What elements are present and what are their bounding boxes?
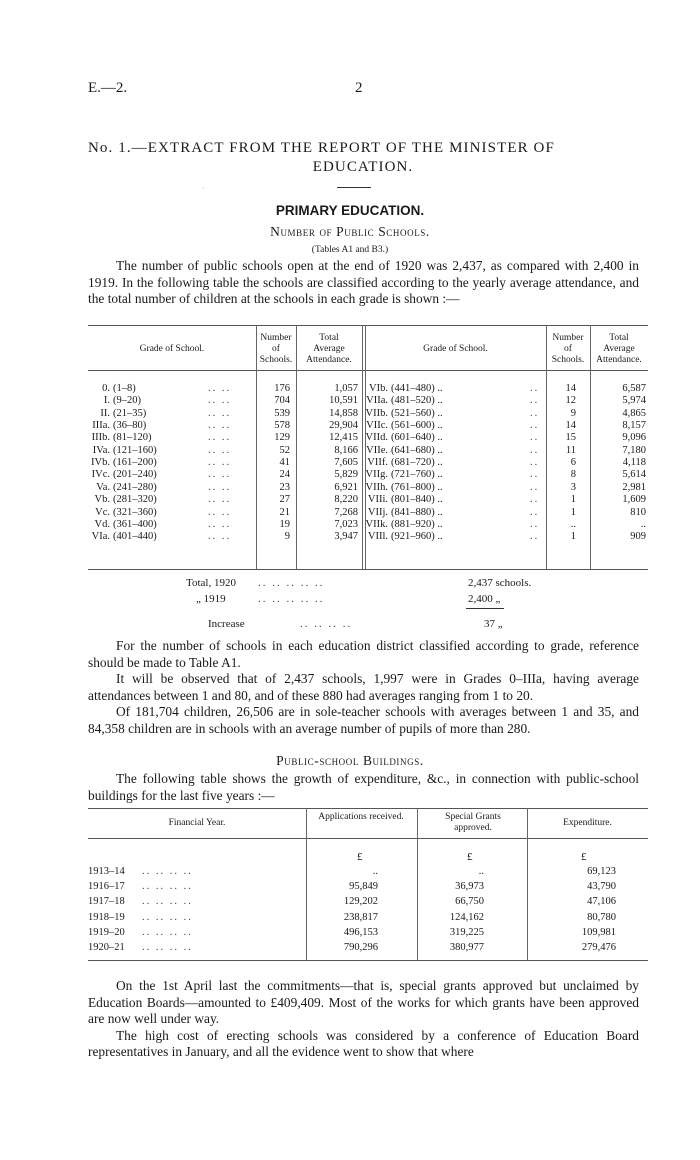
attendance: 2,981 [622, 481, 646, 493]
grants-value: 66,750 [455, 896, 484, 908]
table-row [88, 457, 648, 468]
table-row [88, 531, 648, 542]
grade-range: (36–80) [113, 420, 147, 432]
unit-applications: £ [357, 851, 363, 863]
fin-table-header-rule [88, 838, 648, 839]
num-schools: 24 [279, 469, 290, 481]
grade-range: (361–400) [113, 518, 157, 530]
num-schools: 9 [284, 531, 290, 543]
section-title: PRIMARY EDUCATION. [275, 203, 425, 218]
attendance: 3,947 [334, 531, 358, 543]
increase-value: 37 „ [484, 618, 503, 630]
grade-label: VIIh. [365, 481, 388, 493]
leader-dots: .. .. .. .. .. [258, 593, 325, 605]
leader-dots: .. .. [208, 494, 232, 506]
unit-grants: £ [467, 851, 473, 863]
grants-value: 36,973 [455, 881, 484, 893]
financial-year: 1916–17 [88, 881, 125, 893]
leader-dots: .. [530, 457, 540, 469]
fin-header-expenditure: Expenditure. [563, 818, 612, 828]
leader-dots: .. .. [208, 531, 232, 543]
financial-year: 1913–14 [88, 866, 125, 877]
grade-range: (921–960) .. [391, 531, 443, 543]
unit-expenditure: £ [581, 851, 587, 863]
grade-label: VIIa. [366, 395, 388, 407]
grade-range: (241–280) [113, 481, 157, 493]
header-num-right: Number of Schools. [551, 333, 585, 365]
applications-value: 238,817 [343, 911, 378, 923]
attendance: 7,180 [622, 444, 646, 456]
leader-dots: .. .. .. .. [300, 618, 353, 630]
grade-label: VIb. [369, 383, 388, 394]
grade-range: (441–480) .. [391, 383, 443, 394]
leader-dots: .. [530, 420, 540, 432]
header-total-right: Total Average Attendance. [596, 333, 642, 365]
num-schools: 1 [570, 494, 576, 506]
table-top-rule [88, 325, 648, 326]
grade-label: VIId. [365, 432, 388, 444]
num-schools: 14 [565, 420, 576, 432]
expenditure-value: 279,476 [581, 942, 616, 953]
table-row [88, 881, 648, 893]
grade-label: VIIb. [365, 407, 388, 419]
table-row [88, 395, 648, 406]
attendance: 7,268 [334, 506, 358, 518]
speck: · [202, 184, 205, 193]
fin-header-applications: Applications received. [318, 812, 404, 822]
grade-range: (841–880) .. [391, 506, 443, 518]
attendance: 4,865 [622, 407, 646, 419]
grade-range: (281–320) [113, 494, 157, 506]
attendance: 7,023 [334, 518, 358, 530]
grade-range: (721–760) .. [391, 469, 443, 481]
attendance: 4,118 [622, 457, 646, 469]
table-header-rule [88, 370, 648, 371]
num-schools: 11 [565, 444, 576, 456]
leader-dots: .. [530, 531, 540, 543]
grade-label: VIIj. [367, 506, 388, 518]
leader-dots: .. [530, 481, 540, 493]
grade-label: Vb. [94, 494, 110, 506]
attendance: 5,974 [622, 395, 646, 407]
leader-dots: .. .. [208, 481, 232, 493]
expenditure-value: 80,780 [587, 911, 616, 923]
grade-label: VIIg. [365, 469, 388, 481]
page-number: 2 [355, 80, 363, 96]
leader-dots: .. [530, 432, 540, 444]
title-rule [337, 187, 371, 188]
grants-value: .. [478, 866, 484, 877]
leader-dots: .. .. .. .. [142, 866, 193, 877]
table-row [88, 482, 648, 493]
num-schools: 176 [274, 383, 290, 394]
num-schools: 6 [570, 457, 576, 469]
increase-label: Increase [208, 618, 245, 630]
attendance: .. [640, 518, 646, 530]
grade-range: (121–160) [113, 444, 157, 456]
attendance: 810 [630, 506, 646, 518]
grade-label: VIIi. [367, 494, 388, 506]
num-schools: 129 [274, 432, 290, 444]
total-1919-value: 2,400 „ [468, 593, 501, 605]
num-schools: 21 [279, 506, 290, 518]
num-schools: 3 [570, 481, 576, 493]
expenditure-value: 47,106 [587, 896, 616, 908]
grade-range: (321–360) [113, 506, 157, 518]
leader-dots: .. .. [208, 383, 232, 394]
attendance: 6,587 [622, 383, 646, 394]
applications-value: .. [372, 866, 378, 877]
expenditure-value: 69,123 [587, 866, 616, 877]
grade-label: 0. [102, 383, 110, 394]
expenditure-value: 109,981 [581, 926, 616, 938]
fin-table-bottom-rule [88, 960, 648, 961]
leader-dots: .. .. .. .. [142, 926, 193, 938]
header-total-left: Total Average Attendance. [306, 333, 352, 365]
attendance: 8,166 [334, 444, 358, 456]
num-schools: 1 [570, 506, 576, 518]
table-row [88, 445, 648, 456]
fin-header-grants: Special Grants approved. [445, 812, 501, 833]
subsection-title-buildings: Public-school Buildings. [276, 753, 424, 768]
grade-range: (81–120) [113, 432, 152, 444]
grade-label: VIIe. [366, 444, 388, 456]
grade-range: (561–600) .. [391, 420, 443, 432]
attendance: 8,157 [622, 420, 646, 432]
grade-range: (201–240) [113, 469, 157, 481]
page-code: E.—2. [88, 80, 128, 96]
fin-header-year: Financial Year. [168, 818, 226, 828]
fin-table-top-rule [88, 808, 648, 809]
num-schools: 15 [565, 432, 576, 444]
paragraph-commitments: On the 1st April last the commitments—that is, special grants approved but unclaimed by Education Boards—amounted to £409,409. Most of the works for which grants have been approved are now well under way. The high cost of erecting schools was considered by a conference of Education Board representatives in January, and all the evidence went to show that where [88, 978, 639, 1059]
leader-dots: .. .. .. .. [142, 881, 193, 893]
grade-range: (601–640) .. [391, 432, 443, 444]
grants-value: 380,977 [449, 942, 484, 953]
num-schools: 9 [570, 407, 576, 419]
grants-value: 124,162 [449, 911, 484, 923]
grade-label: II. [100, 407, 110, 419]
leader-dots: .. .. [208, 506, 232, 518]
attendance: 6,921 [334, 481, 358, 493]
sum-rule [466, 608, 504, 609]
leader-dots: .. .. .. .. [142, 942, 193, 953]
attendance: 29,904 [329, 420, 358, 432]
num-schools: 52 [279, 444, 290, 456]
table-row [88, 507, 648, 518]
attendance: 5,829 [334, 469, 358, 481]
leader-dots: .. .. .. .. [142, 911, 193, 923]
main-title-line2: EDUCATION. [312, 159, 414, 175]
paragraph-intro: The number of public schools open at the end of 1920 was 2,437, as compared with 2,400 in 1919. In the following table the schools are classified according to the yearly average attendance, and the total number of children at the schools in each grade is shown :— [88, 258, 639, 306]
num-schools: .. [570, 518, 576, 530]
main-title [88, 139, 638, 177]
grade-range: (21–35) [113, 407, 147, 419]
leader-dots: .. .. [208, 444, 232, 456]
table-row [88, 866, 648, 878]
paragraph-grade-notes: For the number of schools in each education district classified according to grade, reference should be made to Table A1. It will be observed that of 2,437 schools, 1,997 were in Grades 0–IIIa, having average attendances between 1 and 80, and of these 880 had averages ranging from 1 to 20. Of 181,704 children, 26,506 are in sole-teacher schools with averages between 1 and 35, and 84,358 children are in schools with an average number of pupils of more than 280. [88, 638, 639, 736]
main-title-line1: No. 1.—EXTRACT FROM THE REPORT OF THE MINISTER OF [88, 140, 555, 156]
leader-dots: .. [530, 395, 540, 407]
attendance: 10,591 [329, 395, 358, 407]
attendance: 8,220 [334, 494, 358, 506]
leader-dots: .. [530, 383, 540, 394]
grade-range: (881–920) .. [391, 518, 443, 530]
grade-range: (161–200) [113, 457, 157, 469]
applications-value: 496,153 [343, 926, 378, 938]
leader-dots: .. .. [208, 457, 232, 469]
attendance: 12,415 [329, 432, 358, 444]
paragraph-buildings: The following table shows the growth of expenditure, &c., in connection with public-school buildings for the last five years :— [88, 771, 639, 803]
num-schools: 539 [274, 407, 290, 419]
grade-label: IIIb. [91, 432, 110, 444]
grade-label: VIIc. [366, 420, 388, 432]
table-row [88, 408, 648, 419]
financial-year: 1919–20 [88, 926, 125, 938]
grants-value: 319,225 [449, 926, 484, 938]
applications-value: 790,296 [343, 942, 378, 953]
attendance: 5,614 [622, 469, 646, 481]
attendance: 9,096 [622, 432, 646, 444]
header-grade-right: Grade of School. [423, 344, 488, 354]
grade-label: IVa. [92, 444, 110, 456]
financial-year: 1918–19 [88, 911, 125, 923]
grade-label: IVb. [91, 457, 110, 469]
leader-dots: .. .. [208, 469, 232, 481]
total-1920-label: Total, 1920 [186, 577, 236, 589]
grade-label: I. [103, 395, 110, 407]
grade-range: (641–680) .. [391, 444, 443, 456]
num-schools: 27 [279, 494, 290, 506]
table-row [88, 383, 648, 394]
table-row [88, 432, 648, 443]
leader-dots: .. .. [208, 407, 232, 419]
table-row [88, 912, 648, 924]
leader-dots: .. [530, 469, 540, 481]
grade-label: VIa. [91, 531, 110, 543]
financial-year: 1920–21 [88, 942, 125, 953]
num-schools: 19 [279, 518, 290, 530]
attendance: 1,609 [622, 494, 646, 506]
num-schools: 14 [565, 383, 576, 394]
grade-range: (761–800) .. [391, 481, 443, 493]
grade-label: Vd. [94, 518, 110, 530]
num-schools: 1 [570, 531, 576, 543]
applications-value: 129,202 [343, 896, 378, 908]
table-row [88, 494, 648, 505]
attendance: 1,057 [334, 383, 358, 394]
financial-year: 1917–18 [88, 896, 125, 908]
num-schools: 41 [279, 457, 290, 469]
num-schools: 8 [570, 469, 576, 481]
tables-reference: (Tables A1 and B3.) [311, 245, 389, 255]
grade-label: IIIa. [92, 420, 110, 432]
grade-range: (1–8) [113, 383, 136, 394]
attendance: 14,858 [329, 407, 358, 419]
grade-range: (401–440) [113, 531, 157, 543]
grade-range: (681–720) .. [391, 457, 443, 469]
leader-dots: .. .. .. .. .. [258, 577, 325, 589]
grade-range: (521–560) .. [391, 407, 443, 419]
attendance: 909 [630, 531, 646, 543]
total-1920-value: 2,437 schools. [468, 577, 532, 589]
table-bottom-rule [88, 569, 648, 570]
grade-range: (481–520) .. [391, 395, 443, 407]
grade-label: VIIk. [365, 518, 388, 530]
applications-value: 95,849 [349, 881, 378, 893]
table-row [88, 519, 648, 530]
table-row [88, 420, 648, 431]
header-grade-left: Grade of School. [139, 344, 205, 354]
attendance: 7,605 [334, 457, 358, 469]
table-row [88, 942, 648, 954]
num-schools: 23 [279, 481, 290, 493]
leader-dots: .. .. [208, 518, 232, 530]
leader-dots: .. [530, 407, 540, 419]
num-schools: 704 [274, 395, 290, 407]
header-num-left: Number of Schools. [259, 333, 293, 365]
num-schools: 578 [274, 420, 290, 432]
leader-dots: .. [530, 518, 540, 530]
table-row [88, 469, 648, 480]
leader-dots: .. .. .. .. [142, 896, 193, 908]
grade-label: VIIl. [367, 531, 388, 543]
leader-dots: .. [530, 444, 540, 456]
grade-label: Vc. [95, 506, 110, 518]
num-schools: 12 [565, 395, 576, 407]
leader-dots: .. [530, 506, 540, 518]
grade-label: VIIf. [367, 457, 388, 469]
grade-range: (801–840) .. [391, 494, 443, 506]
subsection-title-schools: Number of Public Schools. [270, 224, 430, 239]
table-row [88, 896, 648, 908]
grade-label: IVc. [91, 469, 110, 481]
table-row [88, 927, 648, 939]
leader-dots: .. .. [208, 420, 232, 432]
total-1919-label: „ 1919 [196, 593, 226, 605]
leader-dots: .. [530, 494, 540, 506]
grade-label: Va. [96, 481, 110, 493]
leader-dots: .. .. [208, 432, 232, 444]
expenditure-value: 43,790 [587, 881, 616, 893]
grade-range: (9–20) [113, 395, 141, 407]
leader-dots: .. .. [208, 395, 232, 407]
